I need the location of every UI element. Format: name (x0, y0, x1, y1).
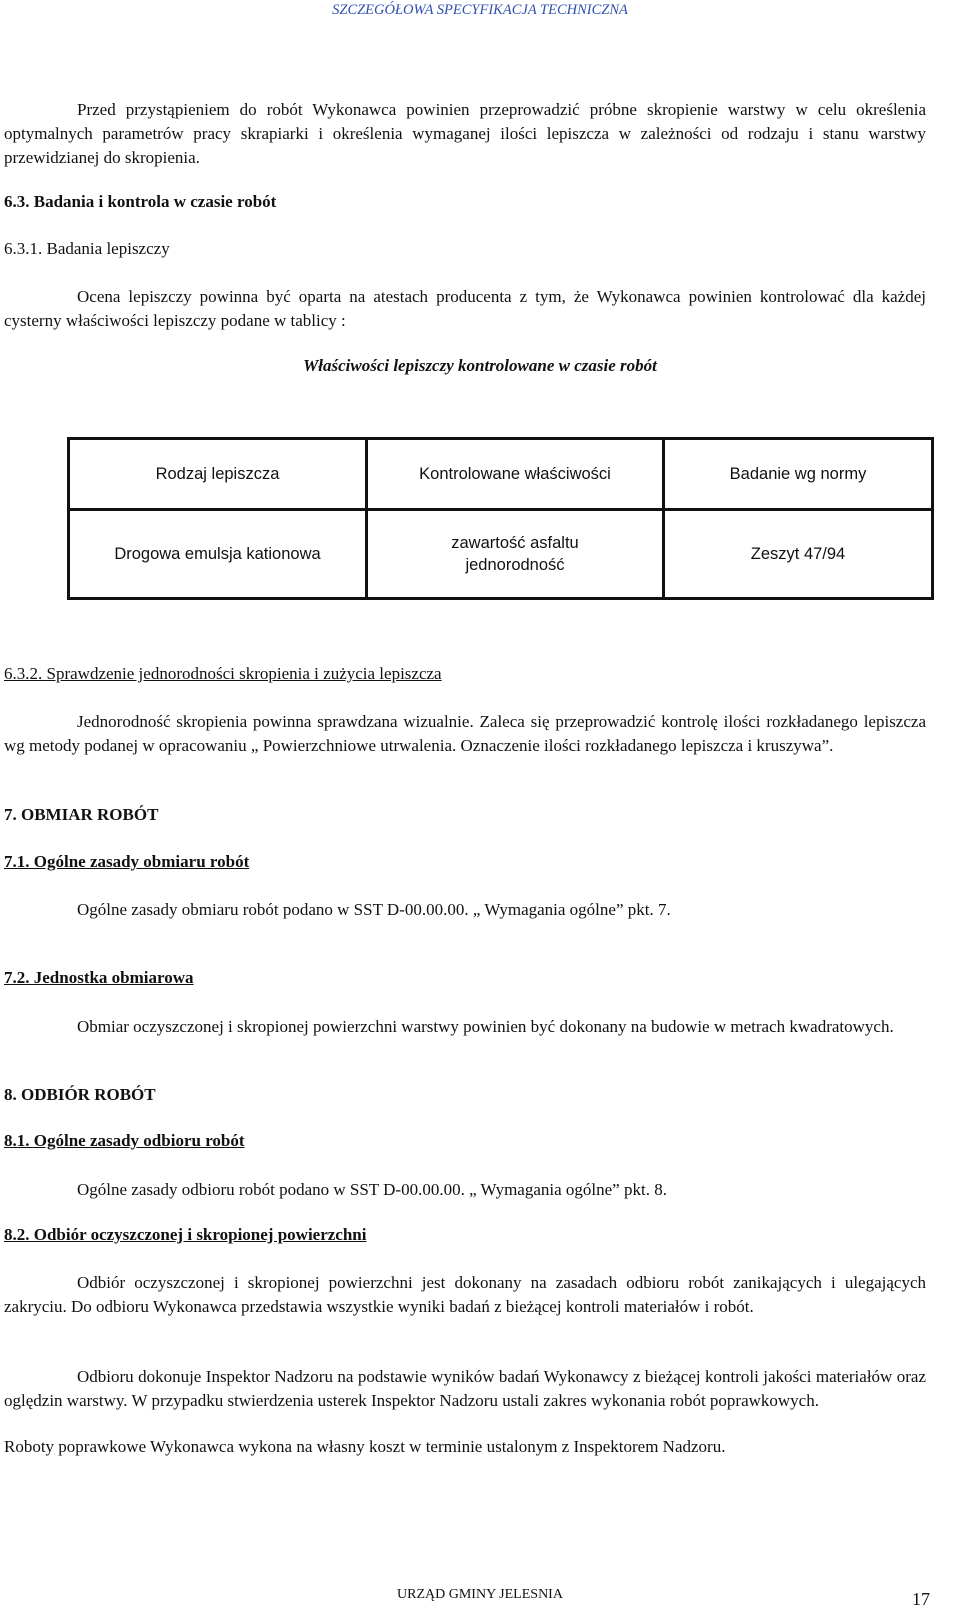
table-header-cell: Badanie wg normy (664, 439, 933, 510)
section-8-1-paragraph: Ogólne zasady odbioru robót podano w SST D-00.00.00. „ Wymagania ogólne” pkt. 8. (77, 1180, 667, 1199)
table-cell-properties (367, 510, 664, 599)
section-8-2-paragraph-2: Odbioru dokonuje Inspektor Nadzoru na podstawie wyników badań Wykonawcy z bieżącej kontroli jakości materiałów oraz oględzin warstwy. W przypadku stwierdzenia usterek Inspektor Nadzoru ustali zakres wykonania robót poprawkowych. (4, 1367, 926, 1410)
section-8-2-heading: 8.2. Odbiór oczyszczonej i skropionej powierzchni (4, 1225, 367, 1244)
section-7-1-paragraph: Ogólne zasady obmiaru robót podano w SST D-00.00.00. „ Wymagania ogólne” pkt. 7. (77, 900, 671, 919)
section-8-2-paragraph-3: Roboty poprawkowe Wykonawca wykona na własny koszt w terminie ustalonym z Inspektorem Nadzoru. (4, 1437, 726, 1456)
section-7-2-paragraph: Obmiar oczyszczonej i skropionej powierzchni warstwy powinien być dokonany na budowie w metrach kwadratowych. (77, 1017, 894, 1036)
table-header-cell: Rodzaj lepiszcza (69, 439, 367, 510)
table-header-cell: Kontrolowane właściwości (367, 439, 664, 510)
section-7-2-heading: 7.2. Jednostka obmiarowa (4, 968, 194, 987)
intro-paragraph: Przed przystąpieniem do robót Wykonawca powinien przeprowadzić próbne skropienie warstwy w celu określenia optymalnych parametrów pracy skrapiarki i określenia wymaganej ilości lepiszcza w zależności od rodzaju i stanu warstwy przewidzianej do skropienia. (4, 100, 926, 167)
page-header: SZCZEGÓŁOWA SPECYFIKACJA TECHNICZNA (332, 2, 628, 18)
table-caption: Właściwości lepiszczy kontrolowane w czasie robót (303, 356, 657, 375)
table-row (69, 510, 933, 599)
property-item: jednorodność (465, 556, 565, 574)
section-6-3-heading: 6.3. Badania i kontrola w czasie robót (4, 192, 277, 211)
page-footer: URZĄD GMINY JELESNIA (397, 1587, 563, 1602)
section-7-heading: 7. OBMIAR ROBÓT (4, 805, 159, 824)
section-8-heading: 8. ODBIÓR ROBÓT (4, 1085, 156, 1104)
section-6-3-2-paragraph: Jednorodność skropienia powinna sprawdzana wizualnie. Zaleca się przeprowadzić kontrolę ilości rozkładanego lepiszcza wg metody podanej w opracowaniu „ Powierzchniowe utrwalenia. Oznaczenie ilości rozkładanego lepiszcza i kruszywa”. (4, 712, 926, 755)
table-header-row (69, 439, 933, 510)
section-6-3-1-paragraph: Ocena lepiszczy powinna być oparta na atestach producenta z tym, że Wykonawca powinien kontrolować dla każdej cysterny właściwości lepiszczy podane w tablicy : (4, 287, 926, 330)
table-cell-norm: Zeszyt 47/94 (664, 510, 933, 599)
section-6-3-1-heading: 6.3.1. Badania lepiszczy (4, 239, 170, 258)
binder-properties-table (67, 437, 934, 600)
section-8-2-paragraph-1: Odbiór oczyszczonej i skropionej powierzchni jest dokonany na zasadach odbioru robót zanikających i ulegających zakryciu. Do odbioru Wykonawca przedstawia wszystkie wyniki badań z bieżącej kontroli materiałów i robót. (4, 1273, 926, 1316)
table-cell-binder-type: Drogowa emulsja kationowa (69, 510, 367, 599)
section-7-1-heading: 7.1. Ogólne zasady obmiaru robót (4, 852, 250, 871)
page-number: 17 (912, 1589, 930, 1609)
property-item: zawartość asfaltu (451, 534, 579, 552)
section-6-3-2-heading: 6.3.2. Sprawdzenie jednorodności skropienia i zużycia lepiszcza (4, 664, 442, 683)
section-8-1-heading: 8.1. Ogólne zasady odbioru robót (4, 1131, 245, 1150)
